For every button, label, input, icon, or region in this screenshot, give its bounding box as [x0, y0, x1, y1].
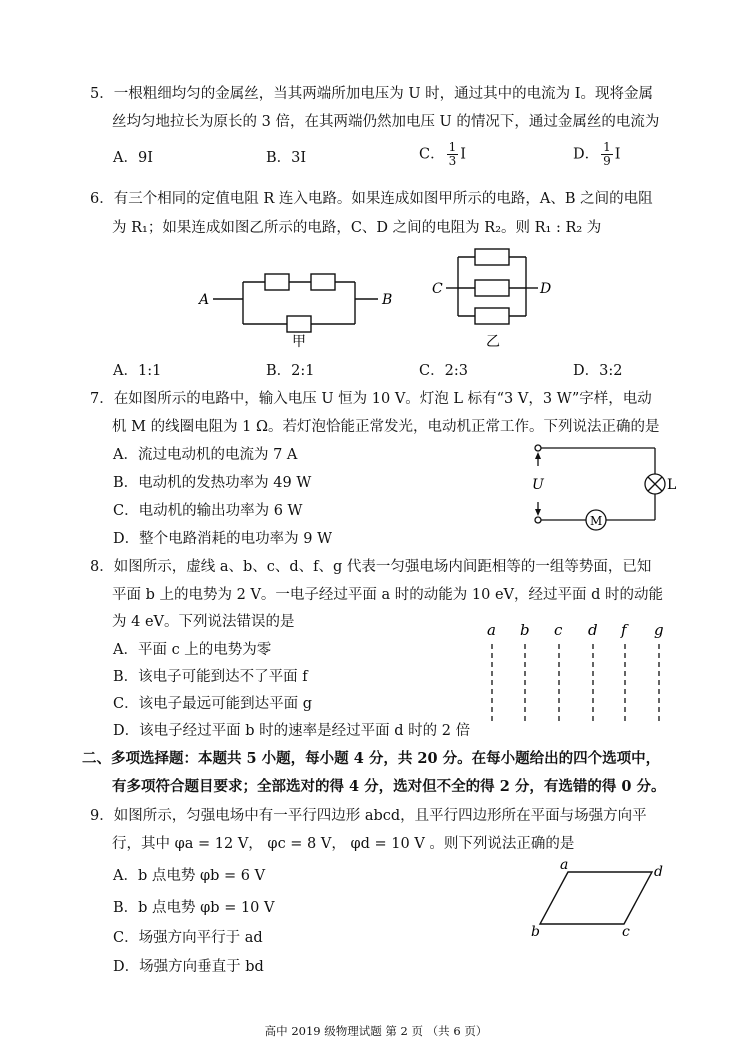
q5-option-c: [419, 141, 466, 168]
q9-option-b: B．b 点电势 φb = 10 V: [113, 900, 275, 916]
q5-option-d-fraction: [601, 141, 613, 168]
q9-vertex-a: a: [560, 857, 569, 873]
resistor-1: [265, 274, 289, 290]
section2-heading-line2: 有多项符合题目要求；全部选对的得 4 分，选对但不全的得 2 分，有选错的得 0 分。: [112, 778, 666, 795]
q7-fig-label-m: M: [590, 514, 603, 528]
q6-stem-line2: 为 R₁；如果连成如图乙所示的电路，C、D 之间的电阻为 R₂。则 R₁ : R₂ 为: [112, 220, 602, 236]
q6-fig2-caption: 乙: [486, 334, 500, 350]
q7-fig-label-l: L: [667, 477, 677, 493]
q8-plane-a: a: [487, 621, 496, 639]
q6-option-a: A．1:1: [113, 363, 162, 379]
q7-option-b: B．电动机的发热功率为 49 W: [113, 475, 312, 491]
q5-option-c-prefix: C．: [419, 146, 445, 163]
q8-plane-d: d: [588, 621, 598, 639]
q5-stem-line2: 丝均匀地拉长为原长的 3 倍，在其两端仍然加电压 U 的情况下，通过金属丝的电流为: [112, 114, 660, 130]
q6-option-c: C．2:3: [419, 363, 468, 379]
q8-stem-line2: 平面 b 上的电势为 2 V。一电子经过平面 a 时的动能为 10 eV，经过平面 d 时的动能: [112, 587, 663, 603]
q5-option-d-suffix: I: [614, 146, 621, 163]
q9-stem-line1: 9．如图所示，匀强电场中有一平行四边形 abcd，且平行四边形所在平面与场强方向平: [90, 808, 647, 824]
q8-option-a: A．平面 c 上的电势为零: [113, 642, 272, 658]
q6-fig2-label-c: C: [432, 281, 443, 297]
q8-plane-c: c: [554, 621, 563, 639]
q5-option-c-suffix: I: [460, 146, 466, 163]
q8-option-d: D．该电子经过平面 b 时的速率是经过平面 d 时的 2 倍: [113, 723, 471, 739]
q6-figure-jia: [195, 262, 415, 350]
q5-option-c-numerator: 1: [448, 140, 457, 154]
q7-stem-line2: 机 M 的线圈电阻为 1 Ω。若灯泡恰能正常发光，电动机正常工作。下列说法正确的是: [112, 419, 660, 435]
q7-option-c: C．电动机的输出功率为 6 W: [113, 503, 303, 519]
q9-option-c: C．场强方向平行于 ad: [113, 930, 263, 946]
q5-option-b: B．3I: [266, 150, 307, 166]
resistor-3: [287, 316, 311, 332]
q5-option-d: [573, 141, 621, 168]
q9-stem-line2: 行，其中 φa = 12 V， φc = 8 V， φd = 10 V 。则下列说法正确的是: [112, 836, 575, 852]
q6-option-d: D．3:2: [573, 363, 623, 379]
q5-option-d-denominator: 9: [603, 154, 611, 168]
q6-fig1-label-a: A: [199, 292, 210, 308]
q7-circuit-figure: [524, 440, 684, 536]
resistor-3: [475, 308, 509, 324]
q6-fig2-label-d: D: [540, 281, 552, 297]
q8-plane-b: b: [520, 621, 530, 639]
q6-option-b: B．2:1: [266, 363, 315, 379]
q7-option-d: D．整个电路消耗的电功率为 9 W: [113, 531, 332, 547]
q5-option-c-fraction: [447, 141, 459, 168]
resistor-2: [311, 274, 335, 290]
q8-plane-f: f: [621, 621, 627, 639]
q7-stem-line1: 7．在如图所示的电路中，输入电压 U 恒为 10 V。灯泡 L 标有“3 V，3 W”字样，电动: [90, 391, 652, 407]
q6-figure-yi: [428, 244, 568, 352]
q7-fig-label-u: U: [532, 477, 544, 493]
q6-stem-line1: 6．有三个相同的定值电阻 R 连入电路。如果连成如图甲所示的电路，A、B 之间的电阻: [90, 191, 653, 207]
q8-stem-line3: 为 4 eV。下列说法错误的是: [112, 614, 295, 630]
q9-option-d: D．场强方向垂直于 bd: [113, 959, 264, 975]
q8-plane-g: g: [654, 621, 664, 639]
q6-fig1-caption: 甲: [292, 334, 306, 350]
q9-vertex-c: c: [622, 924, 630, 940]
q5-option-c-denominator: 3: [448, 154, 457, 168]
q5-option-a: A．9I: [113, 150, 153, 166]
q7-option-a: A．流过电动机的电流为 7 A: [113, 447, 298, 463]
resistor-1: [475, 249, 509, 265]
q5-stem-line1: 5．一根粗细均匀的金属丝，当其两端所加电压为 U 时，通过其中的电流为 I。现将金属: [90, 86, 653, 102]
q9-parallelogram-figure: [526, 856, 676, 940]
q8-stem-line1: 8．如图所示，虚线 a、b、c、d、f、g 代表一匀强电场内间距相等的一组等势面，已知: [90, 559, 652, 575]
q6-fig1-label-b: B: [382, 292, 393, 308]
parallelogram-abcd: [540, 872, 652, 924]
page-footer: 高中 2019 级物理试题 第 2 页 （共 6 页）: [264, 1024, 488, 1038]
resistor-2: [475, 280, 509, 296]
q8-option-c: C．该电子最远可能到达平面 g: [113, 696, 312, 712]
section2-heading-line1: 二、多项选择题：本题共 5 小题，每小题 4 分，共 20 分。在每小题给出的四个选项中，: [82, 750, 661, 767]
q9-option-a: A．b 点电势 φb = 6 V: [113, 868, 266, 884]
q8-option-b: B．该电子可能到达不了平面 f: [113, 669, 308, 685]
q5-option-d-prefix: D．: [573, 146, 600, 163]
q9-vertex-d: d: [654, 864, 663, 880]
q5-option-d-numerator: 1: [603, 140, 611, 154]
q9-vertex-b: b: [531, 924, 540, 940]
q8-equipotential-figure: [478, 618, 678, 730]
